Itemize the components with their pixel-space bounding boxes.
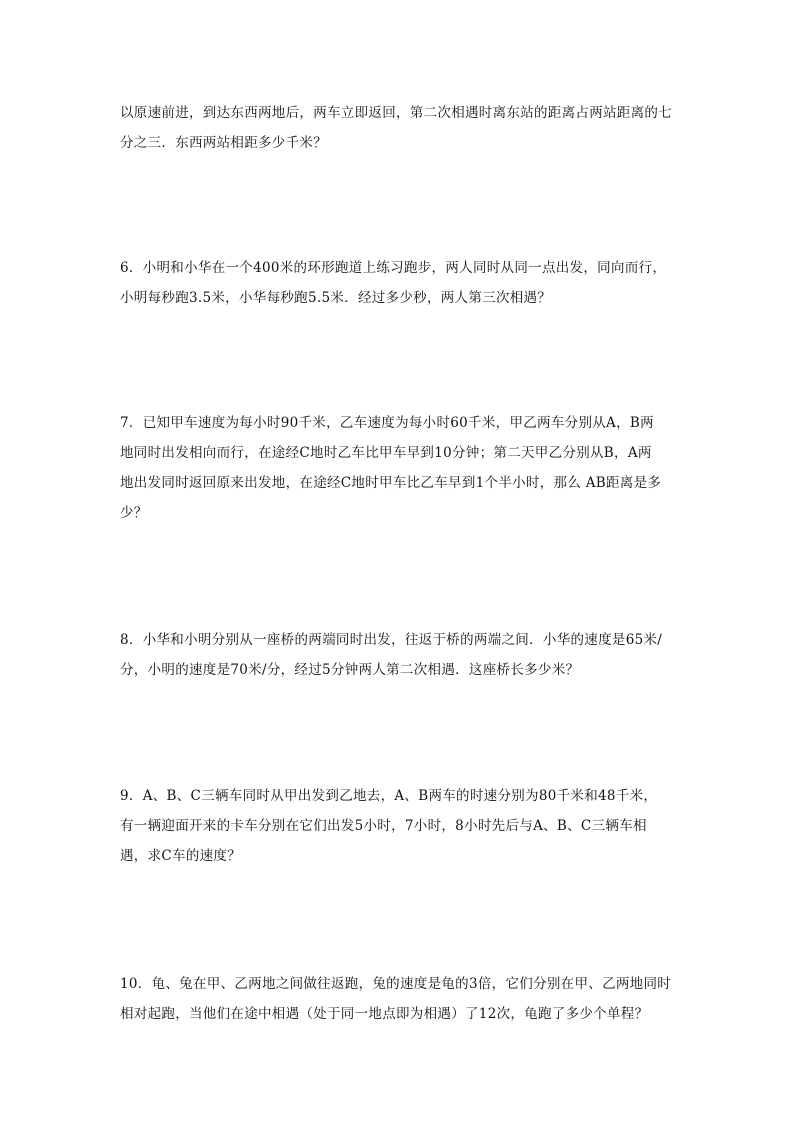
problem-7-line-1: 7．已知甲车速度为每小时90千米，乙车速度为每小时60千米，甲乙两车分别从A，B两 (120, 415, 654, 431)
problem-10-line-2: 相对起跑，当他们在途中相遇（处于同一地点即为相遇）了12次，龟跑了多少个单程？ (120, 1006, 649, 1022)
problem-7-line-4: 少？ (120, 505, 148, 521)
problem-10-line-1: 10．龟、兔在甲、乙两地之间做往返跑，兔的速度是龟的3倍，它们分别在甲、乙两地同时 (120, 976, 672, 992)
problem-9-line-2: 有一辆迎面开来的卡车分别在它们出发5小时，7小时，8小时先后与A、B、C三辆车相 (120, 818, 647, 834)
problem-8-line-1: 8．小华和小明分别从一座桥的两端同时出发，往返于桥的两端之间．小华的速度是65米/ (120, 632, 663, 648)
intro-line-2: 分之三．东西两站相距多少千米？ (120, 135, 327, 151)
problem-7-line-2: 地同时出发相向而行，在途经C地时乙车比甲车早到10分钟；第二天甲乙分别从B，A两 (120, 445, 652, 461)
intro-line-1: 以原速前进，到达东西两地后，两车立即返回，第二次相遇时离东站的距离占两站距离的七 (120, 105, 672, 121)
problem-6-line-2: 小明每秒跑3.5米，小华每秒跑5.5米．经过多少秒，两人第三次相遇？ (120, 290, 552, 306)
problem-7-line-3: 地出发同时返回原来出发地，在途经C地时甲车比乙车早到1个半小时，那么 AB距离是多 (120, 475, 662, 491)
problem-9-line-1: 9．A、B、C三辆车同时从甲出发到乙地去，A、B两车的时速分别为80千米和48千米， (120, 788, 658, 804)
problem-8-line-2: 分，小明的速度是70米/分，经过5分钟两人第二次相遇．这座桥长多少米？ (120, 662, 580, 678)
problem-9-line-3: 遇，求C车的速度？ (120, 848, 242, 864)
problem-6-line-1: 6．小明和小华在一个400米的环形跑道上练习跑步，两人同时从同一点出发，同向而行， (120, 260, 667, 276)
